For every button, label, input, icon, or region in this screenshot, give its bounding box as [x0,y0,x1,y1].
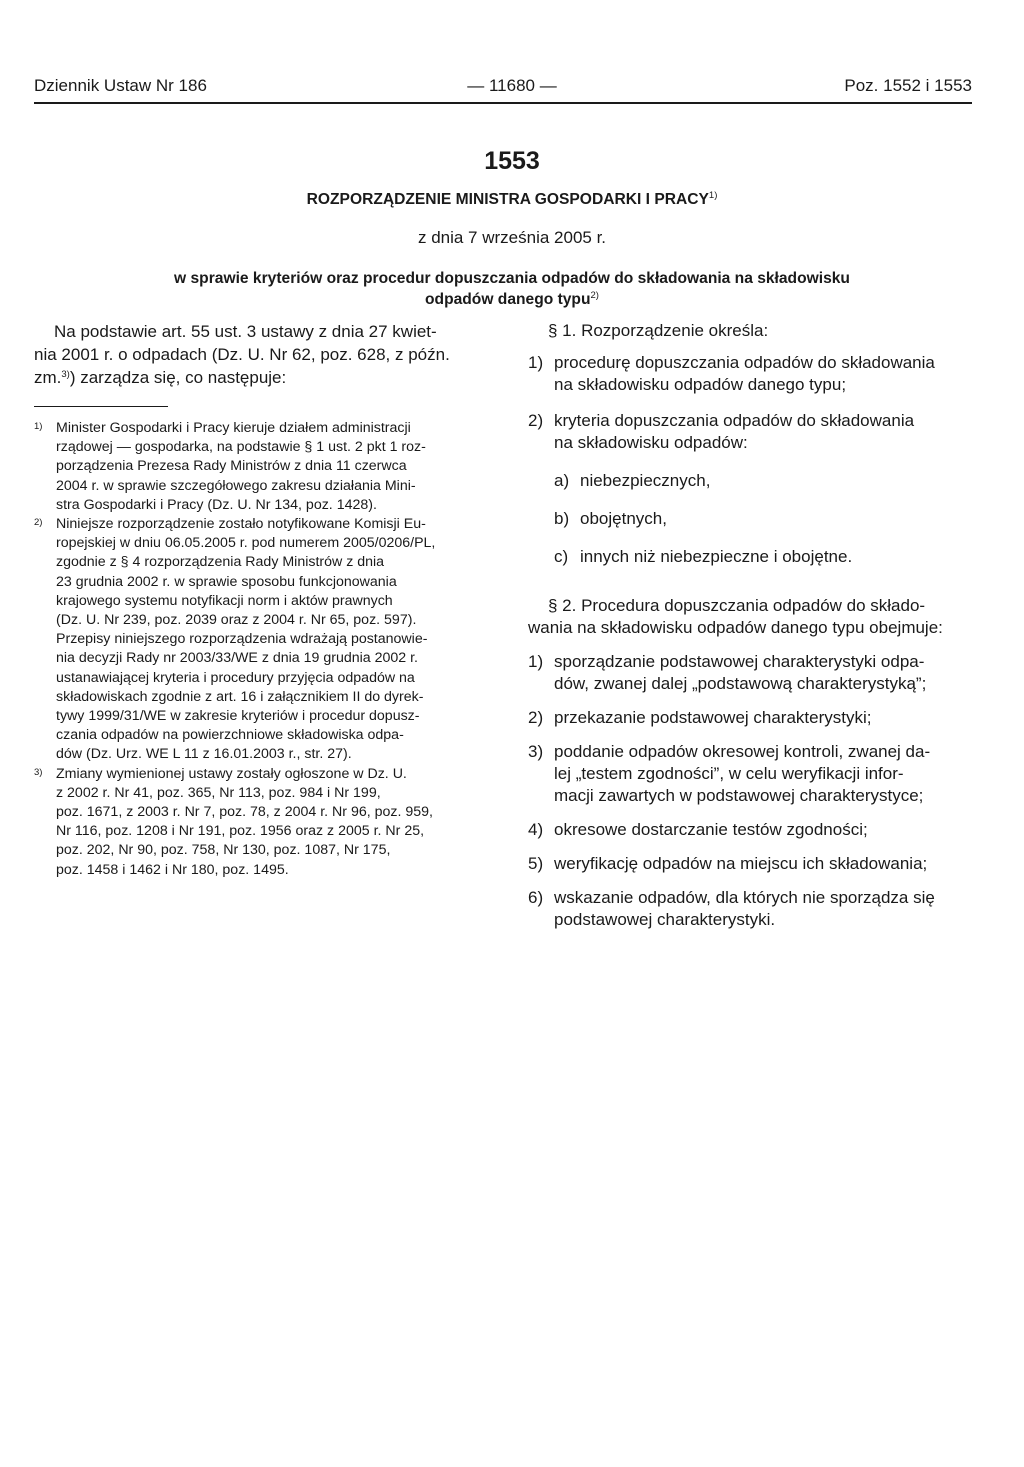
item-label: 4) [528,820,544,839]
footnote-3 [34,765,496,880]
left-column [34,320,496,880]
footnote-line: porządzenia Prezesa Rady Ministrów z dnia 11 czerwca [56,458,407,475]
act-subject [0,268,1024,310]
act-number: 1553 [484,147,540,175]
footnote-line: (Dz. U. Nr 239, poz. 2039 oraz z 2004 r. Nr 65, poz. 597). [56,612,417,629]
footnote-marker: 3) [34,766,43,778]
paragraph-2-heading: wania na składowisku odpadów danego typu obejmuje: [528,618,943,637]
paragraph-1-item [528,410,978,454]
footnote-2 [34,515,496,765]
subitem-label: b) [554,509,570,528]
footnote-line: ustanawiającej kryteria i procedury przyjęcia odpadów na [56,669,415,686]
act-subject-line: w sprawie kryteriów oraz procedur dopuszczania odpadów do składowania na składowisku [174,270,850,287]
paragraph-2-heading: § 2. Procedura dopuszczania odpadów do składo- [548,596,926,615]
footnote-line: Nr 116, poz. 1208 i Nr 191, poz. 1956 oraz z 2005 r. Nr 25, [56,823,425,840]
item-label: 1) [528,353,544,372]
act-title [0,190,1024,210]
preamble-line [34,366,496,389]
act-title-text: ROZPORZĄDZENIE MINISTRA GOSPODARKI I PRACY [306,191,709,208]
subitem-text: niebezpiecznych, [580,471,711,490]
act-subject-footnote-ref[interactable]: 2) [590,290,599,301]
item-line: lej „testem zgodności”, w celu weryfikacji infor- [554,764,904,783]
preamble-text: ) zarządza się, co następuje: [69,368,287,387]
footnote-line: poz. 202, Nr 90, poz. 758, Nr 130, poz. 1087, Nr 175, [56,842,391,859]
act-subject-text: odpadów danego typu [425,291,591,308]
preamble [34,320,496,389]
footnote-line: ropejskiej w dniu 06.05.2005 r. pod numerem 2005/0206/PL, [56,535,436,552]
paragraph-1-subitem [554,470,978,492]
item-line: na składowisku odpadów danego typu; [554,375,847,394]
item-line: procedurę dopuszczania odpadów do składowania [554,353,935,372]
item-line: podstawowej charakterystyki. [554,910,776,929]
paragraph-2-item [528,887,978,931]
act-date: z dnia 7 września 2005 r. [417,228,607,247]
item-line: na składowisku odpadów: [554,433,748,452]
footnote-marker: 1) [34,421,43,432]
footnote-line: poz. 1671, z 2003 r. Nr 7, poz. 78, z 2004 r. Nr 96, poz. 959, [56,804,433,821]
paragraph-1-subitem [554,508,978,530]
footnote-line: dów (Dz. Urz. WE L 11 z 16.01.2003 r., str. 27). [56,746,352,763]
subitem-text: obojętnych, [580,509,667,528]
preamble-footnote-ref[interactable]: 3) [61,369,70,380]
preamble-text: zm. [34,368,62,387]
item-label: 6) [528,888,544,907]
header-rule [34,102,972,104]
footnote-line: Niniejsze rozporządzenie zostało notyfikowane Komisji Eu- [56,516,426,533]
footnote-line: z 2002 r. Nr 41, poz. 365, Nr 113, poz. 984 i Nr 199, [56,784,381,801]
item-line: dów, zwanej dalej „podstawową charakterystyką”; [554,674,927,693]
footnote-line: składowiskach zgodnie z art. 16 i załącznikiem II do dyrek- [56,688,424,705]
subitem-text: innych niż niebezpieczne i obojętne. [580,547,853,566]
footnote-line: 23 grudnia 2002 r. w sprawie sposobu funkcjonowania [56,573,397,590]
right-column [528,320,978,931]
footnote-line: czania odpadów na powierzchniowe składowiska odpa- [56,727,404,744]
footnote-line: krajowego systemu notyfikacji norm i aktów prawnych [56,592,393,609]
act-subject-line [0,289,1024,310]
paragraph-2-item [528,819,978,841]
item-line: weryfikację odpadów na miejscu ich składowania; [554,854,928,873]
paragraph-2-item [528,707,978,729]
item-label: 5) [528,854,544,873]
item-label: 1) [528,652,544,671]
item-line: przekazanie podstawowej charakterystyki; [554,708,872,727]
preamble-line: Na podstawie art. 55 ust. 3 ustawy z dnia 27 kwiet- [54,322,437,341]
item-line: poddanie odpadów okresowej kontroli, zwanej da- [554,742,931,761]
item-line: sporządzanie podstawowej charakterystyki odpa- [554,652,925,671]
item-label: 2) [528,708,544,727]
act-title-footnote-ref[interactable]: 1) [708,190,718,201]
paragraph-2-item [528,853,978,875]
footnote-line: 2004 r. w sprawie szczegółowego zakresu działania Mini- [56,477,416,494]
item-label: 3) [528,742,544,761]
preamble-line: nia 2001 r. o odpadach (Dz. U. Nr 62, poz. 628, z późn. [34,345,450,364]
item-label: 2) [528,411,544,430]
footnote-line: tywy 1999/31/WE w zakresie kryteriów i procedur dopusz- [56,708,420,725]
item-line: kryteria dopuszczania odpadów do składowania [554,411,915,430]
paragraph-1-heading: § 1. Rozporządzenie określa: [548,321,769,340]
footnote-marker: 2) [34,517,43,529]
paragraph-2-item [528,741,978,807]
footnote-line: Przepisy niniejszego rozporządzenia wdrażają postanowie- [56,631,428,648]
page-number: — 11680 — [467,76,557,95]
item-line: okresowe dostarczanie testów zgodności; [554,820,868,839]
footnote-line: rządowej — gospodarka, na podstawie § 1 ust. 2 pkt 1 roz- [56,439,426,456]
footnote-line: Minister Gospodarki i Pracy kieruje działem administracji [56,420,411,436]
footnote-line: zgodnie z § 4 rozporządzenia Rady Ministrów z dnia [56,554,385,571]
paragraph-1-subitem [554,546,978,568]
paragraph-1-item [528,352,978,396]
paragraph-2-item [528,651,978,695]
footnote-separator [34,406,168,407]
item-line: wskazanie odpadów, dla których nie sporządza się [554,888,935,907]
footnote-1 [34,419,496,515]
footnote-line: poz. 1458 i 1462 i Nr 180, poz. 1495. [56,861,289,878]
footnote-line: Zmiany wymienionej ustawy zostały ogłoszone w Dz. U. [56,765,407,782]
footnote-line: nia decyzji Rady nr 2003/33/WE z dnia 19 grudnia 2002 r. [56,650,419,667]
footnote-line: stra Gospodarki i Pracy (Dz. U. Nr 134, poz. 1428). [56,496,377,513]
subitem-label: c) [554,547,569,566]
position-numbers: Poz. 1552 i 1553 [844,76,972,95]
journal-title: Dziennik Ustaw Nr 186 [34,76,207,95]
item-line: macji zawartych w podstawowej charakterystyce; [554,786,924,805]
subitem-label: a) [554,471,570,490]
